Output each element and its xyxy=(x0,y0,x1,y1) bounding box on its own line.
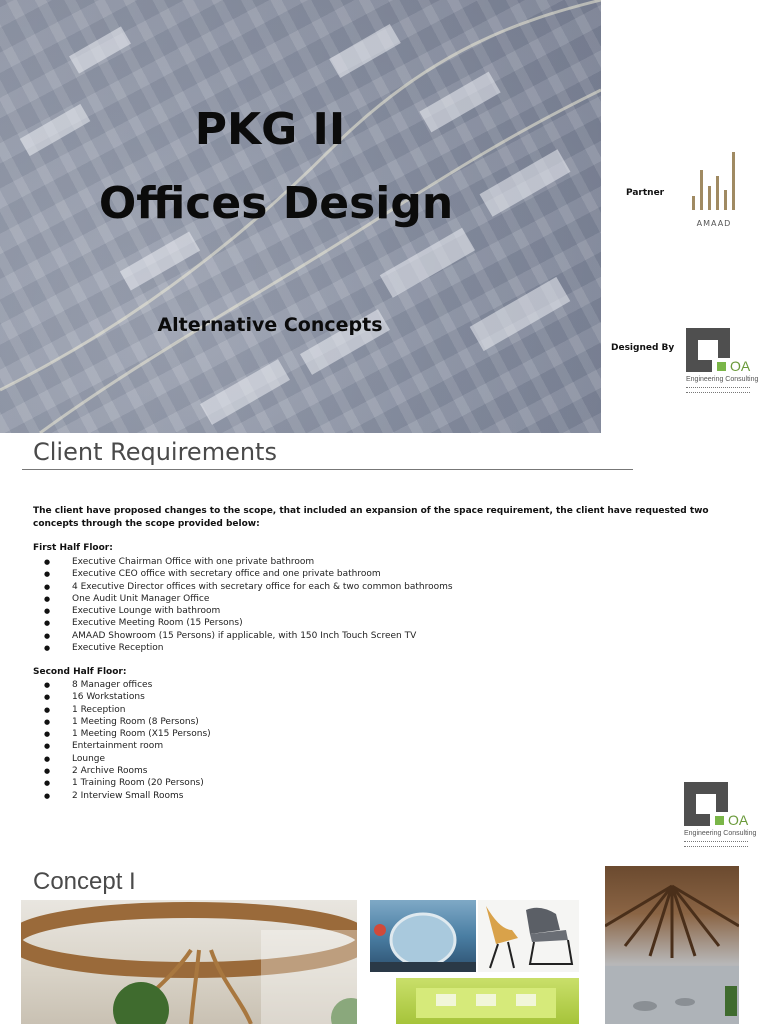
requirements-title: Client Requirements xyxy=(33,438,277,466)
list-item: ● 2 Interview Small Rooms xyxy=(44,790,211,802)
oa-logo-tagline: Engineering Consulting xyxy=(686,376,759,383)
list-item: ● Entertainment room xyxy=(44,740,211,752)
requirements-intro: The client have proposed changes to the scope, that included an expansion of the space requirement, the client have requested two concepts through the scope provided below: xyxy=(33,506,709,529)
oa-logo-tagline: Engineering Consulting xyxy=(684,830,757,837)
list-item: ● AMAAD Showroom (15 Persons) if applicable, with 150 Inch Touch Screen TV xyxy=(44,630,453,642)
list-item: ● Executive Reception xyxy=(44,642,453,654)
concept-lobby-photo xyxy=(21,900,357,1024)
cover-aerial-city-photo xyxy=(0,0,601,433)
concept-title: Concept I xyxy=(33,868,136,895)
designed-by-label: Designed By xyxy=(611,343,675,353)
cover-title-line2: Offices Design xyxy=(98,178,454,229)
concept-workstation-pods-photo xyxy=(396,978,579,1024)
oa-logo-green-square xyxy=(717,362,726,371)
oa-logo-green-square xyxy=(715,816,724,825)
oa-logo-text: OA xyxy=(730,358,751,374)
list-item: ● 8 Manager offices xyxy=(44,679,211,691)
second-half-floor-list xyxy=(44,679,211,802)
concept-wood-ceiling-photo xyxy=(605,866,739,1024)
list-item: ● Executive CEO office with secretary office and one private bathroom xyxy=(44,568,453,580)
oa-logo-arabic-line xyxy=(684,841,748,847)
amaad-logo-bars xyxy=(690,144,738,210)
requirements-divider xyxy=(22,469,633,470)
list-item: ● 16 Workstations xyxy=(44,691,211,703)
partner-label: Partner xyxy=(626,188,665,198)
first-half-floor-heading: First Half Floor: xyxy=(33,543,113,553)
list-item: ● Executive Chairman Office with one private bathroom xyxy=(44,556,453,568)
concept-meeting-room-photo xyxy=(370,900,476,972)
amaad-logo xyxy=(686,144,742,234)
cover-slide xyxy=(0,0,768,433)
list-item: ● One Audit Unit Manager Office xyxy=(44,593,453,605)
list-item: ● 1 Training Room (20 Persons) xyxy=(44,777,211,789)
list-item: ● Executive Meeting Room (15 Persons) xyxy=(44,617,453,629)
list-item: ● Lounge xyxy=(44,753,211,765)
amaad-logo-text: AMAAD xyxy=(696,219,732,228)
list-item: ● 1 Meeting Room (X15 Persons) xyxy=(44,728,211,740)
list-item: ● 4 Executive Director offices with secretary office for each & two common bathrooms xyxy=(44,581,453,593)
concept-chairs-photo xyxy=(478,900,579,972)
first-half-floor-list xyxy=(44,556,453,654)
second-half-floor-heading: Second Half Floor: xyxy=(33,667,127,677)
cover-subtitle: Alternative Concepts xyxy=(157,314,383,336)
list-item: ● 1 Meeting Room (8 Persons) xyxy=(44,716,211,728)
list-item: ● 2 Archive Rooms xyxy=(44,765,211,777)
cover-title-line1: PKG II xyxy=(194,104,346,155)
list-item: ● Executive Lounge with bathroom xyxy=(44,605,453,617)
list-item: ● 1 Reception xyxy=(44,704,211,716)
oa-logo-arabic-line xyxy=(686,387,750,393)
oa-logo-text: OA xyxy=(728,812,749,828)
